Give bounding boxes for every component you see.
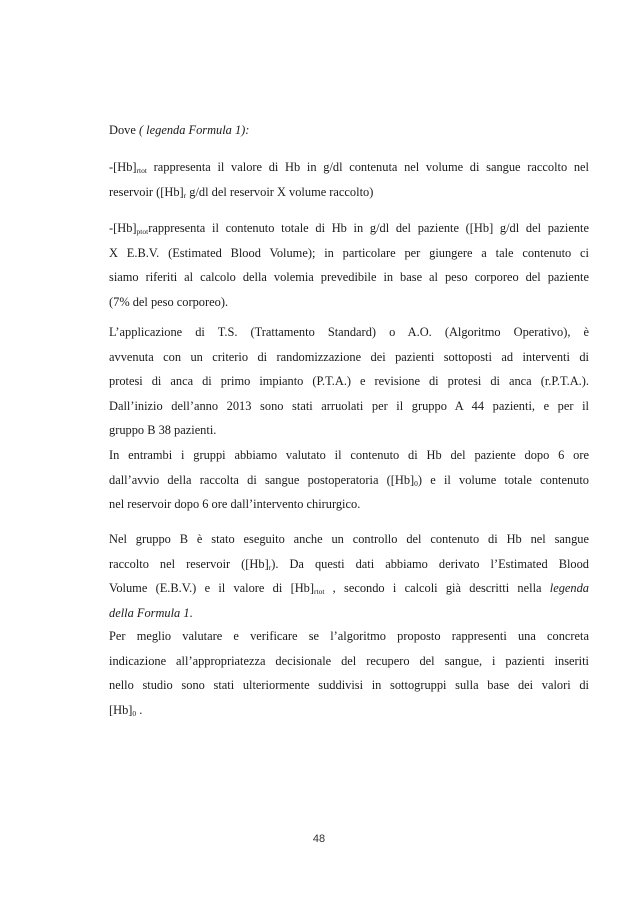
text-run: raccolto nel reservoir ([Hb] [109, 556, 269, 571]
text-run: Dove [109, 123, 136, 137]
paragraph-entrambi [109, 443, 589, 517]
text-run: reservoir ([Hb] [109, 184, 184, 199]
text-line: Nel gruppo B è stato eseguito anche un controllo del contenuto di Hb nel sangue [109, 532, 589, 546]
text-line: (7% del peso corporeo). [109, 294, 229, 309]
text-run: g/dl del reservoir X volume raccolto) [186, 184, 374, 199]
text-line: protesi di anca di primo impianto (P.T.A.) e revisione di protesi di anca (r.P.T.A.). [109, 374, 589, 388]
text-run: rappresenta il contenuto totale di Hb in g/dl del paziente ([Hb] g/dl del paziente [148, 221, 589, 235]
subscript: 0 [414, 478, 418, 488]
text-run: dall’avvio della raccolta di sangue postoperatoria ([Hb] [109, 472, 415, 487]
paragraph-per-meglio [109, 624, 589, 722]
text-line [109, 601, 589, 626]
text-line: gruppo B 38 pazienti. [109, 423, 217, 437]
text-run: ) e il volume totale contenuto [417, 472, 589, 487]
paragraph-hb-ptot [109, 216, 589, 314]
text-run: Volume (E.B.V.) e il valore di [Hb] [109, 581, 314, 595]
paragraph-applicazione [109, 320, 589, 443]
text-line: nel reservoir dopo 6 ore dall’intervento chirurgico. [109, 497, 361, 511]
subscript: rtot [313, 587, 325, 596]
text-line: In entrambi i gruppi abbiamo valutato il contenuto di Hb del paziente dopo 6 ore [109, 448, 589, 462]
subscript: r [268, 562, 272, 572]
page-number: 48 [312, 833, 326, 845]
text-line: nello studio sono stati ulteriormente suddivisi in sottogruppi sulla base dei valori di [109, 678, 589, 692]
text-line [109, 216, 589, 241]
text-line [109, 118, 589, 143]
legend-reference: legenda [549, 581, 590, 595]
text-line [109, 552, 589, 577]
text-run: , secondo i calcoli già descritti nella [324, 581, 550, 595]
text-run: . [189, 605, 193, 620]
text-line: Dall’inizio dell’anno 2013 sono stati arruolati per il gruppo A 44 pazienti, e per il [109, 398, 589, 413]
text-line [109, 698, 589, 723]
text-line [109, 180, 589, 205]
text-run: -[Hb] [109, 160, 137, 174]
subscript: rtot [136, 166, 147, 175]
legend-reference: della Formula 1 [109, 605, 190, 620]
text-run: -[Hb] [109, 221, 137, 235]
subscript: 0 [132, 708, 137, 718]
text-run: ). Da questi dati abbiamo derivato l’Estimated Blood [271, 556, 589, 571]
text-line: avvenuta con un criterio di randomizzazione dei pazienti sottoposti ad interventi di [109, 349, 589, 364]
text-line: Per meglio valutare e verificare se l’algoritmo proposto rappresenti una concreta [109, 629, 589, 643]
text-line: X E.B.V. (Estimated Blood Volume); in particolare per giungere a tale contenuto ci [109, 245, 589, 260]
paragraph-dove [109, 118, 589, 143]
paragraph-gruppo-b [109, 527, 589, 625]
text-line [109, 468, 589, 493]
text-line [109, 576, 589, 601]
subscript: ptot [136, 227, 149, 236]
text-line: indicazione all’appropriatezza decisionale del recupero del sangue, i pazienti inseriti [109, 653, 589, 668]
text-line [109, 155, 589, 180]
text-run: rappresenta il valore di Hb in g/dl contenuta nel volume di sangue raccolto nel [146, 160, 589, 174]
text-run: [Hb] [109, 702, 133, 717]
text-line: siamo riferiti al calcolo della volemia prevedibile in base al peso corporeo del paziente [109, 270, 589, 284]
subscript: r [183, 190, 187, 200]
text-run: . [136, 702, 143, 717]
text-line: L’applicazione di T.S. (Trattamento Standard) o A.O. (Algoritmo Operativo), è [109, 325, 589, 339]
paragraph-hb-rtot [109, 155, 589, 204]
legend-reference: ( legenda Formula 1): [138, 123, 250, 137]
